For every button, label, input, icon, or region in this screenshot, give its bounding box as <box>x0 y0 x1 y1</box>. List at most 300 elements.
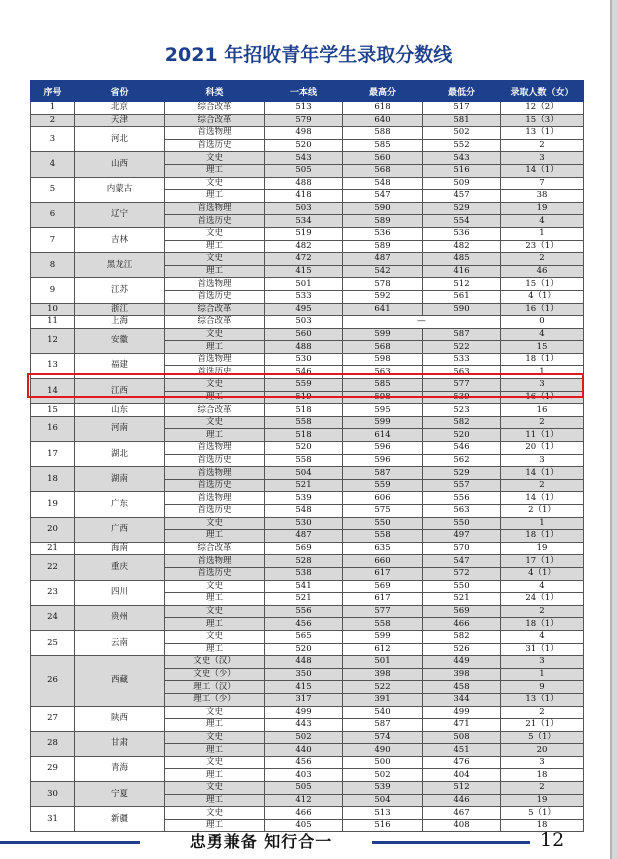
cell-min-score: 569 <box>423 605 501 618</box>
cell-province: 重庆 <box>75 555 165 580</box>
table-row <box>31 379 584 392</box>
cell-admitted-count: 5（1） <box>501 807 584 820</box>
cell-admitted-count: 18（1） <box>501 530 584 543</box>
cell-category: 综合改革 <box>165 102 265 115</box>
table-row <box>31 177 584 190</box>
cell-admitted-count: 1 <box>501 227 584 240</box>
cell-category: 理工 <box>165 794 265 807</box>
cell-no: 4 <box>31 152 75 177</box>
cell-province: 河南 <box>75 416 165 441</box>
cell-category: 首选历史 <box>165 139 265 152</box>
header-province: 省份 <box>75 81 165 102</box>
table-row <box>31 492 584 505</box>
cell-tier-one-line: 518 <box>265 429 343 442</box>
cell-tier-one-line: 501 <box>265 278 343 291</box>
cell-admitted-count: 13（1） <box>501 693 584 706</box>
cell-admitted-count: 19 <box>501 794 584 807</box>
page-title: 2021 年招收青年学生录取分数线 <box>164 44 453 66</box>
cell-admitted-count: 5（1） <box>501 731 584 744</box>
table-row <box>31 404 584 417</box>
cell-min-score: 547 <box>423 555 501 568</box>
cell-province: 山东 <box>75 404 165 417</box>
cell-max-score: 550 <box>343 517 423 530</box>
cell-no: 16 <box>31 416 75 441</box>
cell-admitted-count: 4（1） <box>501 567 584 580</box>
cell-tier-one-line: 488 <box>265 341 343 354</box>
cell-province: 四川 <box>75 580 165 605</box>
cell-admitted-count: 24（1） <box>501 593 584 606</box>
cell-tier-one-line: 579 <box>265 114 343 127</box>
cell-admitted-count: 2 <box>501 253 584 266</box>
cell-max-score: 598 <box>343 353 423 366</box>
cell-category: 理工（汉） <box>165 681 265 694</box>
cell-min-score: 582 <box>423 630 501 643</box>
cell-min-score: 587 <box>423 328 501 341</box>
cell-admitted-count: 13（1） <box>501 127 584 140</box>
cell-tier-one-line: 405 <box>265 819 343 832</box>
cell-min-score: 485 <box>423 253 501 266</box>
cell-province: 甘肃 <box>75 731 165 756</box>
cell-category: 理工 <box>165 618 265 631</box>
cell-no: 27 <box>31 706 75 731</box>
cell-max-score: 560 <box>343 152 423 165</box>
cell-max-score: 595 <box>343 404 423 417</box>
cell-no: 30 <box>31 782 75 807</box>
cell-tier-one-line: 456 <box>265 618 343 631</box>
cell-min-score: 482 <box>423 240 501 253</box>
table-header-row <box>31 81 584 102</box>
cell-admitted-count: 16 <box>501 404 584 417</box>
cell-tier-one-line: 502 <box>265 731 343 744</box>
cell-max-score: 640 <box>343 114 423 127</box>
cell-no: 2 <box>31 114 75 127</box>
cell-admitted-count: 7 <box>501 177 584 190</box>
cell-admitted-count: 46 <box>501 265 584 278</box>
cell-no: 31 <box>31 807 75 832</box>
cell-tier-one-line: 350 <box>265 668 343 681</box>
page-edge-shadow <box>610 0 612 859</box>
cell-no: 13 <box>31 353 75 378</box>
cell-max-score: 596 <box>343 442 423 455</box>
cell-category: 综合改革 <box>165 404 265 417</box>
cell-min-score: 512 <box>423 782 501 795</box>
cell-category: 首选历史 <box>165 215 265 228</box>
cell-admitted-count: 2（1） <box>501 505 584 518</box>
cell-admitted-count: 2 <box>501 605 584 618</box>
cell-admitted-count: 19 <box>501 202 584 215</box>
cell-max-score: 575 <box>343 505 423 518</box>
cell-max-score: 577 <box>343 605 423 618</box>
cell-min-score: 509 <box>423 177 501 190</box>
cell-category: 理工 <box>165 429 265 442</box>
cell-max-score: 490 <box>343 744 423 757</box>
cell-tier-one-line: 448 <box>265 656 343 669</box>
cell-no: 29 <box>31 756 75 781</box>
cell-tier-one-line: 559 <box>265 379 343 392</box>
cell-category: 理工 <box>165 164 265 177</box>
cell-category: 首选历史 <box>165 290 265 303</box>
cell-min-score: 521 <box>423 593 501 606</box>
cell-min-score: 458 <box>423 681 501 694</box>
cell-max-score: 589 <box>343 240 423 253</box>
cell-province: 广西 <box>75 517 165 542</box>
table-row <box>31 127 584 140</box>
cell-min-score: 536 <box>423 227 501 240</box>
cell-category: 理工 <box>165 240 265 253</box>
cell-category: 文史 <box>165 630 265 643</box>
cell-min-score: 457 <box>423 190 501 203</box>
table-row <box>31 253 584 266</box>
cell-max-score: 504 <box>343 794 423 807</box>
table-row <box>31 605 584 618</box>
cell-min-score: 398 <box>423 668 501 681</box>
cell-category: 理工 <box>165 593 265 606</box>
cell-max-score: 599 <box>343 416 423 429</box>
cell-admitted-count: 11（1） <box>501 429 584 442</box>
cell-tier-one-line: 412 <box>265 794 343 807</box>
cell-tier-one-line: 513 <box>265 102 343 115</box>
table-row <box>31 517 584 530</box>
cell-tier-one-line: 528 <box>265 555 343 568</box>
cell-admitted-count: 3 <box>501 152 584 165</box>
cell-min-score: 561 <box>423 290 501 303</box>
cell-tier-one-line: 443 <box>265 719 343 732</box>
header-max-score: 最高分 <box>343 81 423 102</box>
cell-province: 海南 <box>75 542 165 555</box>
cell-category: 文史（汉） <box>165 656 265 669</box>
cell-no: 11 <box>31 316 75 329</box>
cell-min-score: 563 <box>423 366 501 379</box>
cell-tier-one-line: 530 <box>265 517 343 530</box>
cell-no: 5 <box>31 177 75 202</box>
cell-tier-one-line: 505 <box>265 782 343 795</box>
cell-max-score: 558 <box>343 618 423 631</box>
table-row <box>31 416 584 429</box>
cell-province: 云南 <box>75 630 165 655</box>
cell-max-score: 617 <box>343 593 423 606</box>
cell-category: 理工 <box>165 719 265 732</box>
cell-no: 21 <box>31 542 75 555</box>
cell-no: 1 <box>31 102 75 115</box>
cell-no: 23 <box>31 580 75 605</box>
cell-province: 北京 <box>75 102 165 115</box>
table-row <box>31 442 584 455</box>
cell-category: 首选历史 <box>165 454 265 467</box>
cell-no: 15 <box>31 404 75 417</box>
cell-admitted-count: 4 <box>501 630 584 643</box>
cell-tier-one-line: 498 <box>265 127 343 140</box>
cell-min-score: 581 <box>423 114 501 127</box>
cell-no: 7 <box>31 227 75 252</box>
cell-province: 江苏 <box>75 278 165 303</box>
cell-tier-one-line: 533 <box>265 290 343 303</box>
page-edge <box>612 0 617 859</box>
cell-no: 10 <box>31 303 75 316</box>
cell-max-score: 569 <box>343 580 423 593</box>
cell-min-score: 577 <box>423 379 501 392</box>
table-row <box>31 656 584 669</box>
cell-max-score: 542 <box>343 265 423 278</box>
cell-province: 山西 <box>75 152 165 177</box>
cell-max-score: 660 <box>343 555 423 568</box>
cell-max-score: 502 <box>343 769 423 782</box>
cell-max-score: 398 <box>343 668 423 681</box>
cell-tier-one-line: 569 <box>265 542 343 555</box>
cell-min-score: 499 <box>423 706 501 719</box>
cell-category: 理工 <box>165 391 265 404</box>
table-row <box>31 542 584 555</box>
cell-min-score: 522 <box>423 341 501 354</box>
table-row <box>31 303 584 316</box>
cell-category: 综合改革 <box>165 303 265 316</box>
cell-admitted-count: 9 <box>501 681 584 694</box>
cell-admitted-count: 2 <box>501 139 584 152</box>
cell-min-score: 516 <box>423 164 501 177</box>
cell-category: 理工 <box>165 341 265 354</box>
table-row <box>31 102 584 115</box>
cell-admitted-count: 4（1） <box>501 290 584 303</box>
cell-admitted-count: 3 <box>501 656 584 669</box>
cell-category: 首选历史 <box>165 479 265 492</box>
cell-tier-one-line: 503 <box>265 316 343 329</box>
cell-admitted-count: 0 <box>501 316 584 329</box>
cell-category: 文史 <box>165 517 265 530</box>
cell-admitted-count: 3 <box>501 379 584 392</box>
cell-max-score: 558 <box>343 530 423 543</box>
cell-max-score: 585 <box>343 379 423 392</box>
cell-min-score: 582 <box>423 416 501 429</box>
cell-tier-one-line: 534 <box>265 215 343 228</box>
table-row <box>31 630 584 643</box>
cell-max-score: 587 <box>343 467 423 480</box>
cell-admitted-count: 31（1） <box>501 643 584 656</box>
cell-min-score: 572 <box>423 567 501 580</box>
cell-tier-one-line: 487 <box>265 530 343 543</box>
cell-tier-one-line: 521 <box>265 593 343 606</box>
cell-max-score: 606 <box>343 492 423 505</box>
cell-max-score: 585 <box>343 139 423 152</box>
cell-admitted-count: 38 <box>501 190 584 203</box>
cell-admitted-count: 3 <box>501 756 584 769</box>
cell-min-score: 563 <box>423 505 501 518</box>
cell-no: 6 <box>31 202 75 227</box>
cell-tier-one-line: 456 <box>265 756 343 769</box>
cell-min-score: 552 <box>423 139 501 152</box>
cell-max-score: 598 <box>343 391 423 404</box>
cell-tier-one-line: 317 <box>265 693 343 706</box>
cell-province: 吉林 <box>75 227 165 252</box>
cell-min-score: 476 <box>423 756 501 769</box>
cell-tier-one-line: 518 <box>265 404 343 417</box>
cell-no: 20 <box>31 517 75 542</box>
cell-max-score: 568 <box>343 341 423 354</box>
cell-min-score: 508 <box>423 731 501 744</box>
cell-max-score: 599 <box>343 630 423 643</box>
cell-max-score: 589 <box>343 215 423 228</box>
cell-tier-one-line: 499 <box>265 706 343 719</box>
cell-category: 文史 <box>165 580 265 593</box>
table-row <box>31 555 584 568</box>
cell-category: 文史 <box>165 177 265 190</box>
cell-no: 25 <box>31 630 75 655</box>
cell-category: 综合改革 <box>165 542 265 555</box>
cell-min-score: 550 <box>423 580 501 593</box>
header-tier-one-line: 一本线 <box>265 81 343 102</box>
cell-max-score: 599 <box>343 328 423 341</box>
cell-category: 首选物理 <box>165 278 265 291</box>
cell-tier-one-line: 418 <box>265 190 343 203</box>
cell-admitted-count: 14（1） <box>501 492 584 505</box>
cell-min-score: 539 <box>423 391 501 404</box>
cell-min-score: 529 <box>423 467 501 480</box>
header-admitted-count: 录取人数（女） <box>501 81 584 102</box>
cell-tier-one-line: 440 <box>265 744 343 757</box>
cell-category: 文史 <box>165 152 265 165</box>
cell-admitted-count: 14（1） <box>501 467 584 480</box>
cell-admitted-count: 2 <box>501 706 584 719</box>
cell-category: 首选物理 <box>165 127 265 140</box>
cell-no: 26 <box>31 656 75 706</box>
cell-category: 理工 <box>165 819 265 832</box>
cell-max-score: 540 <box>343 706 423 719</box>
cell-max-score: 391 <box>343 693 423 706</box>
cell-admitted-count: 3 <box>501 454 584 467</box>
cell-category: 首选物理 <box>165 467 265 480</box>
cell-tier-one-line: 415 <box>265 265 343 278</box>
cell-category: 首选物理 <box>165 202 265 215</box>
cell-category: 理工（少） <box>165 693 265 706</box>
cell-admitted-count: 20 <box>501 744 584 757</box>
cell-max-score: 592 <box>343 290 423 303</box>
cell-tier-one-line: 565 <box>265 630 343 643</box>
cell-admitted-count: 14（1） <box>501 164 584 177</box>
cell-admitted-count: 18 <box>501 769 584 782</box>
cell-category: 首选物理 <box>165 353 265 366</box>
cell-admitted-count: 20（1） <box>501 442 584 455</box>
table-row <box>31 152 584 165</box>
cell-province: 湖南 <box>75 467 165 492</box>
admission-score-table <box>30 80 584 832</box>
cell-admitted-count: 1 <box>501 366 584 379</box>
cell-admitted-count: 18（1） <box>501 618 584 631</box>
cell-admitted-count: 15 <box>501 341 584 354</box>
cell-category: 首选历史 <box>165 366 265 379</box>
cell-min-score: 467 <box>423 807 501 820</box>
cell-no: 3 <box>31 127 75 152</box>
cell-min-score: 546 <box>423 442 501 455</box>
cell-tier-one-line: 472 <box>265 253 343 266</box>
table-row <box>31 114 584 127</box>
cell-max-score: 596 <box>343 454 423 467</box>
cell-admitted-count: 16（1） <box>501 303 584 316</box>
cell-no: 22 <box>31 555 75 580</box>
cell-province: 宁夏 <box>75 782 165 807</box>
cell-province: 辽宁 <box>75 202 165 227</box>
cell-tier-one-line: 538 <box>265 567 343 580</box>
footer-rule-left <box>0 841 140 844</box>
cell-no: 24 <box>31 605 75 630</box>
table-row <box>31 227 584 240</box>
table-row <box>31 467 584 480</box>
cell-tier-one-line: 504 <box>265 467 343 480</box>
cell-admitted-count: 4 <box>501 328 584 341</box>
cell-tier-one-line: 546 <box>265 366 343 379</box>
cell-min-score: 543 <box>423 152 501 165</box>
cell-min-score: 557 <box>423 479 501 492</box>
cell-admitted-count: 16（1） <box>501 391 584 404</box>
page-number: 12 <box>540 829 565 851</box>
cell-admitted-count: 2 <box>501 782 584 795</box>
cell-min-score: 520 <box>423 429 501 442</box>
cell-category: 首选历史 <box>165 567 265 580</box>
cell-min-score: 344 <box>423 693 501 706</box>
cell-max-score: 614 <box>343 429 423 442</box>
cell-tier-one-line: 520 <box>265 442 343 455</box>
cell-no: 17 <box>31 442 75 467</box>
cell-category: 首选物理 <box>165 555 265 568</box>
cell-province: 浙江 <box>75 303 165 316</box>
cell-tier-one-line: 558 <box>265 454 343 467</box>
cell-province: 青海 <box>75 756 165 781</box>
cell-category: 文史（少） <box>165 668 265 681</box>
table-row <box>31 580 584 593</box>
table-row <box>31 756 584 769</box>
cell-category: 理工 <box>165 643 265 656</box>
cell-admitted-count: 12（2） <box>501 102 584 115</box>
cell-max-score: 617 <box>343 567 423 580</box>
cell-tier-one-line: 548 <box>265 505 343 518</box>
cell-min-score: 554 <box>423 215 501 228</box>
cell-min-score: 471 <box>423 719 501 732</box>
cell-tier-one-line: 415 <box>265 681 343 694</box>
cell-admitted-count: 18 <box>501 819 584 832</box>
footer-rule-right <box>372 841 530 844</box>
table-row <box>31 316 584 329</box>
cell-min-score: 408 <box>423 819 501 832</box>
cell-category: 首选物理 <box>165 492 265 505</box>
table-row <box>31 807 584 820</box>
cell-tier-one-line: 503 <box>265 202 343 215</box>
cell-min-score: 526 <box>423 643 501 656</box>
cell-admitted-count: 4 <box>501 215 584 228</box>
cell-tier-one-line: 560 <box>265 328 343 341</box>
cell-admitted-count: 15（3） <box>501 114 584 127</box>
cell-tier-one-line: 519 <box>265 391 343 404</box>
cell-max-score: 588 <box>343 127 423 140</box>
table-row <box>31 278 584 291</box>
cell-admitted-count: 1 <box>501 668 584 681</box>
cell-max-score: 539 <box>343 782 423 795</box>
cell-province: 贵州 <box>75 605 165 630</box>
cell-category: 文史 <box>165 605 265 618</box>
cell-max-score: 513 <box>343 807 423 820</box>
table-body <box>31 102 584 832</box>
cell-min-score: 556 <box>423 492 501 505</box>
cell-max-score: 587 <box>343 719 423 732</box>
cell-no: 18 <box>31 467 75 492</box>
cell-no: 19 <box>31 492 75 517</box>
cell-province: 黑龙江 <box>75 253 165 278</box>
cell-max-score: 635 <box>343 542 423 555</box>
cell-province: 广东 <box>75 492 165 517</box>
cell-category: 文史 <box>165 416 265 429</box>
cell-min-score: — <box>343 316 501 329</box>
cell-max-score: 568 <box>343 164 423 177</box>
cell-max-score: 641 <box>343 303 423 316</box>
cell-max-score: 590 <box>343 202 423 215</box>
cell-category: 文史 <box>165 782 265 795</box>
cell-max-score: 563 <box>343 366 423 379</box>
